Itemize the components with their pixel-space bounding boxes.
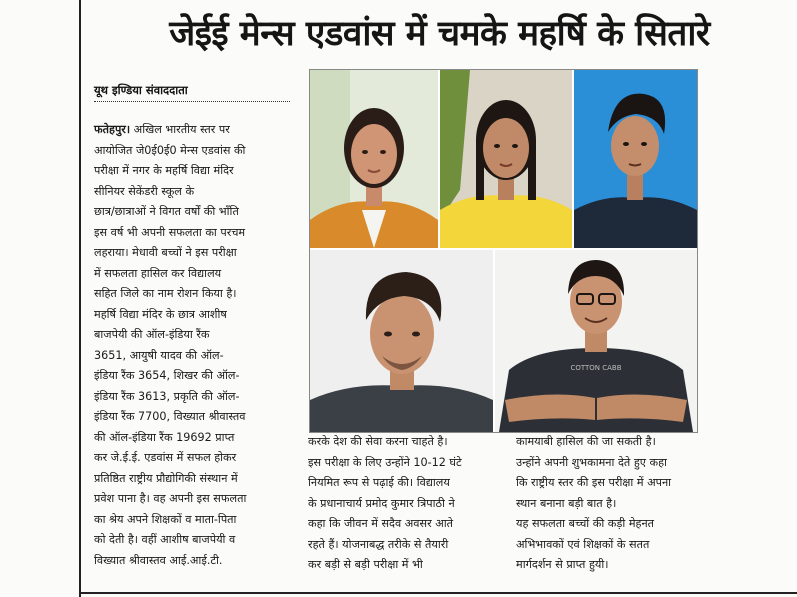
text-line: महर्षि विद्या मंदिर के छात्र आशीष	[94, 307, 227, 321]
column-divider-left	[79, 0, 81, 597]
text-line: का श्रेय अपने शिक्षकों व माता-पिता	[94, 512, 237, 526]
text-line: रहते हैं। योजनाबद्ध तरीके से तैयारी	[308, 537, 449, 551]
text-line: इंडिया रैंक 7700, विख्यात श्रीवास्तव	[94, 410, 246, 423]
text-line: कामयाबी हासिल की जा सकती है।	[516, 435, 656, 448]
text-line: उन्होंने अपनी शुभकामना देते हुए कहा	[516, 455, 667, 469]
student-photo-5	[495, 250, 697, 432]
text-line: की ऑल-इंडिया रैंक 19692 प्राप्त	[94, 430, 235, 444]
boy-portrait-icon	[495, 250, 697, 432]
student-photo-1	[310, 70, 438, 248]
text-line: लहराया। मेधावी बच्चों ने इस परीक्षा	[94, 246, 237, 259]
text-line: मार्गदर्शन से प्राप्त हुयी।	[516, 558, 609, 571]
text-line: इंडिया रैंक 3613, प्रकृति की ऑल-	[94, 389, 240, 403]
text-line: आयोजित जे0ई0ई0 मेन्स एडवांस की	[94, 143, 246, 157]
article-column-3	[516, 432, 702, 576]
text-line: स्थान बनाना बड़ी बात है।	[516, 496, 617, 510]
byline: यूथ इण्डिया संवाददाता	[94, 83, 188, 97]
text-line: अभिभावकों एवं शिक्षकों के सतत	[516, 537, 650, 551]
text-line: नियमित रूप से पढ़ाई की। विद्यालय	[308, 476, 450, 489]
text-line: 3651, आयुषी यादव की ऑल-	[94, 348, 224, 362]
text-line	[94, 120, 294, 141]
student-photo-4	[310, 250, 493, 432]
headline: जेईई मेन्स एडवांस में चमके महर्षि के सितारे	[169, 14, 710, 54]
text-line: इंडिया रैंक 3654, शिखर की ऑल-	[94, 369, 240, 382]
text-line: कर जे.ई.ई. एडवांस में सफल होकर	[94, 451, 237, 464]
text-line: इस वर्ष भी अपनी सफलता का परचम	[94, 225, 246, 239]
text-line: सीनियर सेकेंडरी स्कूल के	[94, 184, 195, 198]
text-line: सहित जिले का नाम रोशन किया है।	[94, 287, 237, 300]
student-photo-2	[440, 70, 572, 248]
text-line: यह सफलता बच्चों की कड़ी मेहनत	[516, 517, 655, 530]
text-line: परीक्षा में नगर के महर्षि विद्या मंदिर	[94, 164, 234, 177]
text-line: में सफलता हासिल कर विद्यालय	[94, 266, 222, 280]
boy-portrait-icon	[310, 250, 493, 432]
text-line: करके देश की सेवा करना चाहते है।	[308, 435, 448, 448]
text-line: बाजपेयी की ऑल-इंडिया रैंक	[94, 328, 210, 341]
text-line: इस परीक्षा के लिए उन्होंने 10-12 घंटे	[308, 455, 462, 469]
text-line: कर बड़ी से बड़ी परीक्षा में भी	[308, 558, 423, 571]
text-line: प्रवेश पाना है। वह अपनी इस सफलता	[94, 492, 247, 505]
text-line: को देती है। वहीं आशीष बाजपेयी व	[94, 533, 236, 546]
student-photo-collage	[309, 69, 698, 433]
text-line: अखिल भारतीय स्तर पर	[130, 123, 230, 136]
text-line: कहा कि जीवन में सदैव अवसर आते	[308, 517, 454, 530]
girl-portrait-icon	[310, 70, 438, 248]
girl-portrait-icon	[440, 70, 572, 248]
text-line: प्रतिष्ठित राष्ट्रीय प्रौद्योगिकी संस्थान में	[94, 471, 238, 485]
bottom-divider	[79, 592, 797, 594]
dateline: फतेहपुर।	[94, 123, 131, 136]
shirt-print-text: COTTON CABB	[570, 364, 622, 372]
student-photo-3	[574, 70, 697, 248]
article-column-1	[94, 120, 294, 571]
byline-underline	[94, 101, 290, 102]
boy-portrait-icon	[574, 70, 697, 248]
text-line: कि राष्ट्रीय स्तर की इस परीक्षा में अपना	[516, 476, 672, 489]
text-line: के प्रधानाचार्य प्रमोद कुमार त्रिपाठी ने	[308, 496, 455, 510]
text-line: छात्र/छात्राओं ने विगत वर्षों की भाँति	[94, 205, 239, 218]
article-column-2	[308, 432, 496, 576]
text-line: विख्यात श्रीवास्तव आई.आई.टी.	[94, 553, 223, 567]
